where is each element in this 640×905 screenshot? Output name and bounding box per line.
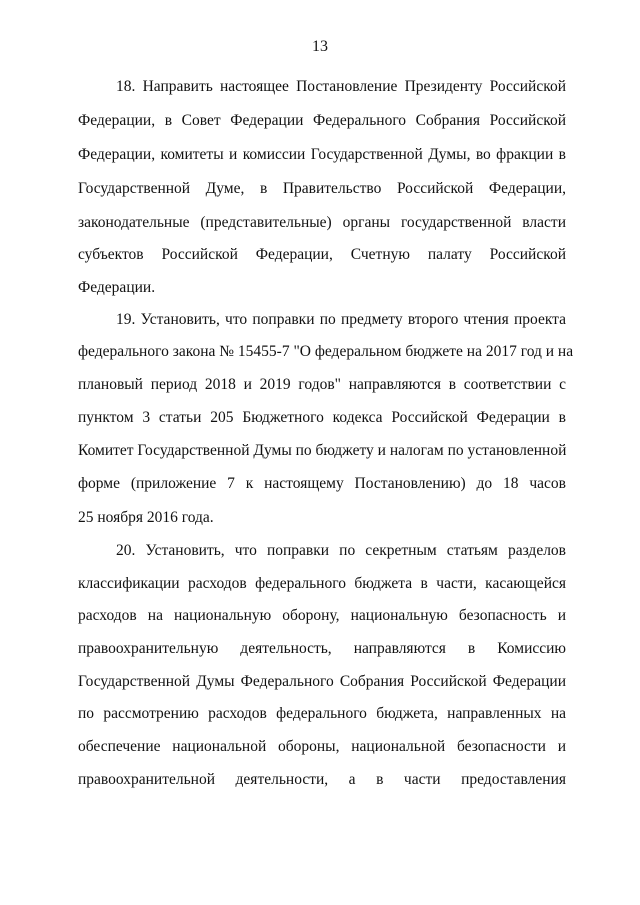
paragraph-line: законодательные (представительные) органы государственной власти — [78, 214, 566, 231]
paragraph-line: Федерации, комитеты и комиссии Государственной Думы, во фракции в — [78, 146, 566, 163]
paragraph-line: Федерации, в Совет Федерации Федерального Собрания Российской — [78, 112, 566, 129]
paragraph-line: 20. Установить, что поправки по секретным статьям разделов — [116, 542, 566, 559]
paragraph-line: федерального закона № 15455-7 "О федеральном бюджете на 2017 год и на — [78, 343, 574, 360]
paragraph-line: Государственной Думе, в Правительство Российской Федерации, — [78, 180, 566, 197]
paragraph-line: Федерации. — [78, 279, 156, 296]
paragraph-line: правоохранительной деятельности, а в части предоставления — [78, 771, 566, 788]
paragraph-line: по рассмотрению расходов федерального бюджета, направленных на — [78, 705, 566, 722]
paragraph-line: субъектов Российской Федерации, Счетную палату Российской — [78, 246, 566, 263]
paragraph-line: обеспечение национальной обороны, национальной безопасности и — [78, 738, 566, 755]
paragraph-line: 19. Установить, что поправки по предмету второго чтения проекта — [116, 311, 566, 328]
paragraph-line: Комитет Государственной Думы по бюджету и налогам по установленной — [78, 442, 567, 459]
paragraph-line: Государственной Думы Федерального Собрания Российской Федерации — [78, 673, 566, 690]
paragraph-line: 18. Направить настоящее Постановление Президенту Российской — [116, 78, 566, 95]
paragraph-line: пунктом 3 статьи 205 Бюджетного кодекса Российской Федерации в — [78, 409, 566, 426]
paragraph-line: классификации расходов федерального бюджета в части, касающейся — [78, 575, 566, 592]
paragraph-line: расходов на национальную оборону, национальную безопасность и — [78, 607, 566, 624]
paragraph-line: форме (приложение 7 к настоящему Постановлению) до 18 часов — [78, 475, 566, 492]
paragraph-line: плановый период 2018 и 2019 годов" направляются в соответствии с — [78, 376, 566, 393]
paragraph-line: 25 ноября 2016 года. — [78, 509, 214, 526]
page-number: 13 — [312, 38, 328, 55]
paragraph-line: правоохранительную деятельность, направляются в Комиссию — [78, 640, 566, 657]
